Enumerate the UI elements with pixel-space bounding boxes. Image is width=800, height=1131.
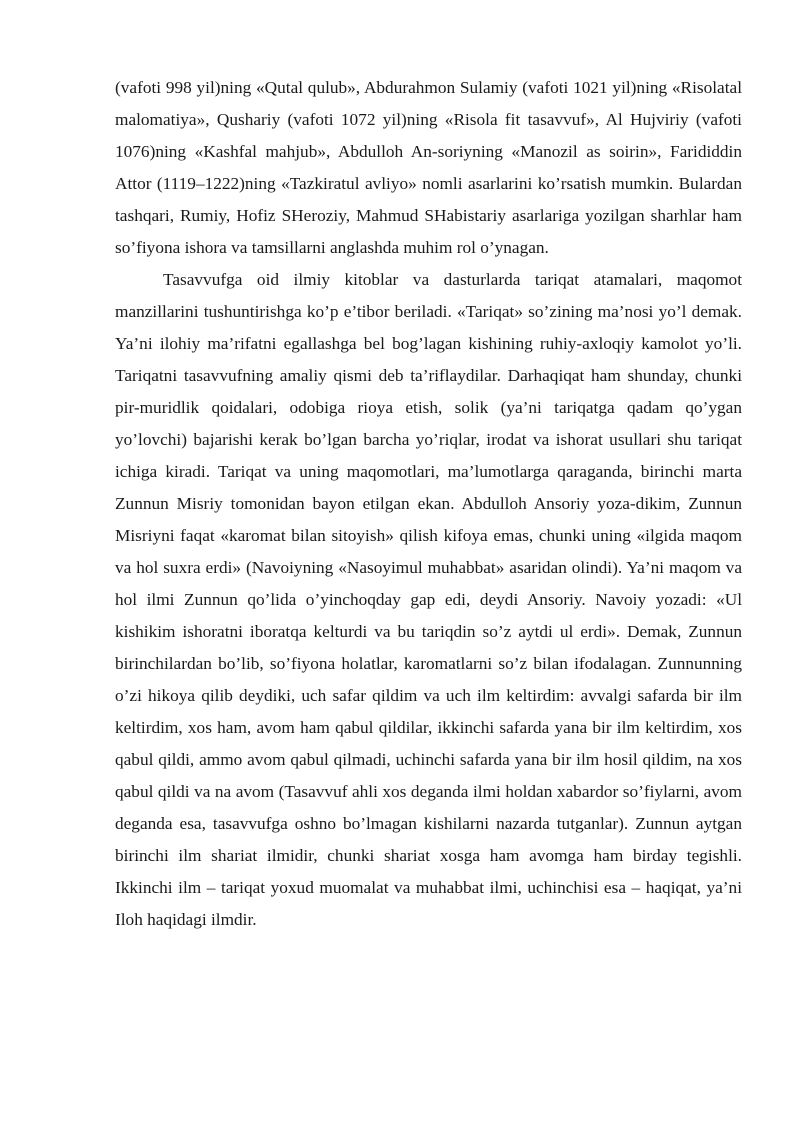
document-page	[115, 72, 742, 936]
paragraph-1: (vafoti 998 yil)ning «Qutal qulub», Abdurahmon Sulamiy (vafoti 1021 yil)ning «Risolatal malomatiya», Qushariy (vafoti 1072 yil)ning «Risola fit tasavvuf», Al Hujviriy (vafoti 1076)ning «Kashfal mahjub», Abdulloh An-soriyning «Manozil as soirin», Farididdin Attor (1119–1222)ning «Tazkiratul avliyo» nomli asarlarini ko’rsatish mumkin. Bulardan tashqari, Rumiy, Hofiz SHeroziy, Mahmud SHabistariy asarlariga yozilgan sharhlar ham so’fiyona ishora va tamsillarni anglashda muhim rol o’ynagan.	[115, 78, 742, 257]
paragraph-2: Tasavvufga oid ilmiy kitoblar va dasturlarda tariqat atamalari, maqomot manzillarini tushuntirishga ko’p e’tibor beriladi. «Tariqat» so’zining ma’nosi yo’l demak. Ya’ni ilohiy ma’rifatni egallashga bel bog’lagan kishining ruhiy-axloqiy kamolot yo’li. Tariqatni tasavvufning amaliy qismi deb ta’riflaydilar. Darhaqiqat ham shunday, chunki pir-muridlik qoidalari, odobiga rioya etish, solik (ya’ni tariqatga qadam qo’ygan yo’lovchi) bajarishi kerak bo’lgan barcha yo’riqlar, irodat va ishorat usullari shu tariqat ichiga kiradi. Tariqat va uning maqomotlari, ma’lumotlarga qaraganda, birinchi marta Zunnun Misriy tomonidan bayon etilgan ekan. Abdulloh Ansoriy yoza-dikim, Zunnun Misriyni faqat «karomat bilan sitoyish» qilish kifoya emas, chunki uning «ilgida maqom va hol suxra erdi» (Navoiyning «Nasoyimul muhabbat» asaridan olindi). Ya’ni maqom va hol ilmi Zunnun qo’lida o’yinchoqday gap edi, deydi Ansoriy. Navoiy yozadi: «Ul kishikim ishoratni iboratqa kelturdi va bu tariqdin so’z aytdi ul erdi». Demak, Zunnun birinchilardan bo’lib, so’fiyona holatlar, karomatlarni so’z bilan ifodalagan. Zunnunning o’zi hikoya qilib deydiki, uch safar qildim va uch ilm keltirdim: avvalgi safarda bir ilm keltirdim, xos ham, avom ham qabul qildilar, ikkinchi safarda yana bir ilm keltirdim, xos qabul qildi, ammo avom qabul qilmadi, uchinchi safarda yana bir ilm hosil qildim, na xos qabul qildi va na avom (Tasavvuf ahli xos deganda ilmi holdan xabardor so’fiylarni, avom deganda esa, tasavvufga oshno bo’lmagan kishilarni nazarda tutganlar). Zunnun aytgan birinchi ilm shariat ilmidir, chunki shariat xosga ham avomga ham birday tegishli. Ikkinchi ilm – tariqat yoxud muomalat va muhabbat ilmi, uchinchisi esa – haqiqat, ya’ni Iloh haqidagi ilmdir.	[115, 270, 742, 929]
